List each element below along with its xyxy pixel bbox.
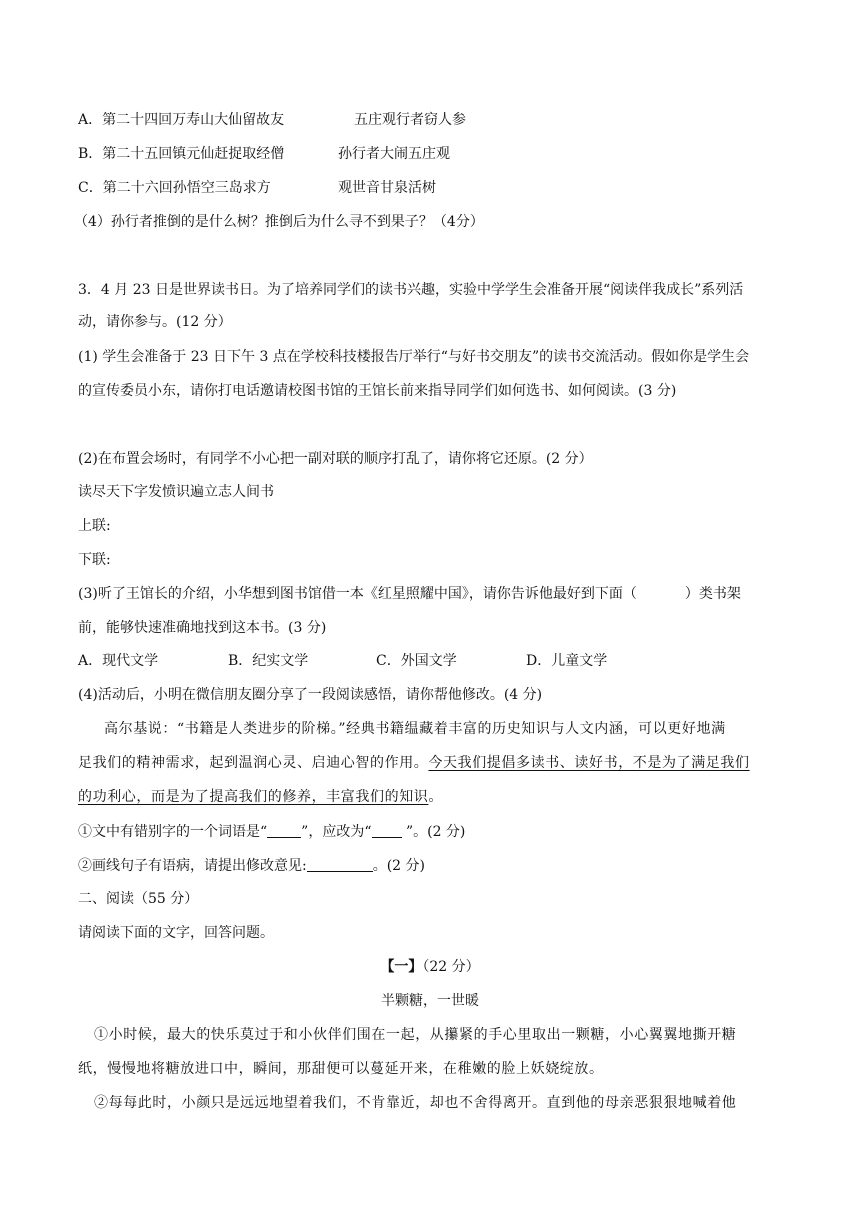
story-p1-line2: 纸，慢慢地将糖放进口中，瞬间，那甜便可以蔓延开来，在稚嫩的脸上妖娆绽放。 <box>78 1061 604 1077</box>
q3-4-1-text-c: ”。(2 分) <box>401 824 466 840</box>
post-line3-end: 。 <box>428 789 444 805</box>
part1-score: （22 分） <box>422 959 480 975</box>
q2-sub4: （4）孙行者推倒的是什么树？推倒后为什么寻不到果子？（4分） <box>74 214 484 230</box>
post-line1: 高尔基说：“书籍是人类进步的阶梯。”经典书籍缊藏着丰富的历史知识与人文内涵，可以更好地满 <box>104 721 726 737</box>
q3-intro-line1: 3．4 月 23 日是世界读书日。为了培养同学们的读书兴趣，实验中学学生会准备开展“阅读伴我成长”系列活 <box>78 282 744 298</box>
q3-2-couplet: 读尽天下字发愤识遍立志人间书 <box>78 484 274 500</box>
q3-3-line1-text: (3)听了王馆长的介绍，小华想到图书馆借一本《红星照耀中国》，请你告诉他最好到下面（ <box>78 586 637 602</box>
q3-3-option-b: B．纪实文学 <box>228 653 309 669</box>
answer-blank-wrong-word[interactable] <box>267 823 301 838</box>
q3-4-1-text-b: ”，应改为“ <box>301 824 372 840</box>
q3-2-prompt: (2)在布置会场时，有同学不小心把一副对联的顺序打乱了，请你将它还原。(2 分） <box>78 451 593 467</box>
q3-4-2-text-a: ②画线句子有语病，请提出修改意见: <box>78 858 307 874</box>
story-title: 半颗糖，一世暖 <box>381 993 479 1009</box>
q2-option-a-title: 五庄观行者窃人参 <box>354 112 466 128</box>
q2-option-b-chapter: B．第二十五回镇元仙赶捉取经僧 <box>78 146 285 162</box>
part1-heading <box>0 957 860 977</box>
post-underlined-sentence-part1: 今天我们提倡多读书、读好书，不是为了满足我们 <box>428 755 750 771</box>
q3-1-line2: 的宣传委员小东，请你打电话邀请校图书馆的王馆长前来指导同学们如何选书、如何阅读。(3 分) <box>78 383 677 399</box>
part1-mark: 【一】 <box>380 959 423 975</box>
q3-3-line2: 前，能够快速准确地找到这本书。(3 分) <box>78 620 327 636</box>
story-p1-line1: ①小时候，最大的快乐莫过于和小伙伴们围在一起，从攥紧的手心里取出一颗糖，小心翼翼地撕开糖 <box>94 1027 737 1043</box>
section2-heading: 二、阅读（55 分） <box>78 891 199 907</box>
q3-3-line1-end: ）类书架 <box>684 586 741 602</box>
q3-intro-line2: 动，请你参与。(12 分） <box>78 314 232 330</box>
q3-3-option-d: D．儿童文学 <box>526 653 608 669</box>
q3-4-1-text-a: ①文中有错别字的一个词语是“ <box>78 824 268 840</box>
answer-blank-correction[interactable] <box>372 823 402 838</box>
answer-blank-revision[interactable] <box>307 857 373 872</box>
post-line2 <box>78 753 750 773</box>
q3-3-option-a: A．现代文学 <box>78 653 159 669</box>
section2-instruction: 请阅读下面的文字，回答问题。 <box>78 925 274 941</box>
post-underlined-sentence-part2: 的功利心，而是为了提高我们的修养，丰富我们的知识 <box>78 789 429 805</box>
q2-option-c-chapter: C．第二十六回孙悟空三岛求方 <box>78 180 271 196</box>
q2-option-c-title: 观世音甘泉活树 <box>338 180 436 196</box>
q3-2-lower-label: 下联: <box>78 552 111 568</box>
q3-4-1 <box>78 822 465 842</box>
q3-1-line1: (1) 学生会准备于 23 日下午 3 点在学校科技楼报告厅举行“与好书交朋友”的读书交流活动。假如你是学生会 <box>78 349 750 365</box>
q3-3-line1 <box>78 584 741 604</box>
q3-2-upper-label: 上联: <box>78 518 111 534</box>
story-p2-line1: ②每每此时，小颜只是远远地望着我们，不肯靠近，却也不舍得离开。直到他的母亲恶狠狠地喊着他 <box>94 1095 737 1111</box>
post-line3 <box>78 787 443 807</box>
q2-option-b-title: 孙行者大闹五庄观 <box>338 146 450 162</box>
q3-4-2-text-b: 。(2 分) <box>372 858 425 874</box>
q2-option-a-chapter: A．第二十四回万寿山大仙留故友 <box>78 112 285 128</box>
q3-3-option-c: C．外国文学 <box>376 653 457 669</box>
q3-4-prompt: (4)活动后，小明在微信朋友圈分享了一段阅读感悟，请你帮他修改。(4 分) <box>78 687 543 703</box>
post-line2-text: 足我们的精神需求，起到温润心灵、启迪心智的作用。 <box>78 755 429 771</box>
q3-4-2 <box>78 856 425 876</box>
